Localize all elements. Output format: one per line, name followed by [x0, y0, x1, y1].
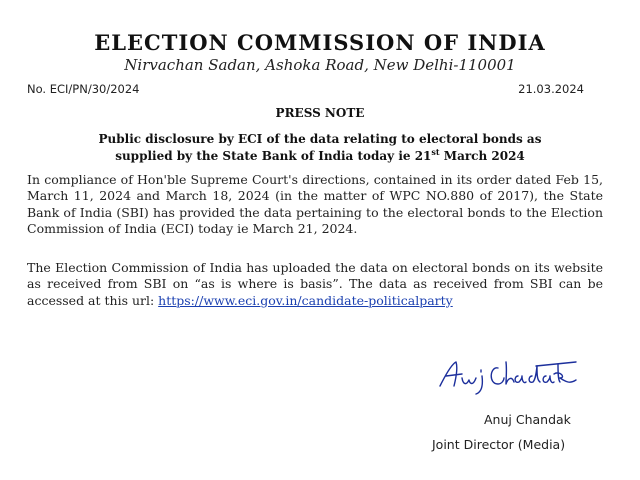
subject-line-2-prefix: supplied by the State Bank of India today ie 21: [115, 149, 432, 163]
reference-number: No. ECI/PN/30/2024: [27, 82, 140, 96]
organization-title: ELECTION COMMISSION OF INDIA: [94, 30, 546, 55]
subject-line: [40, 131, 600, 165]
body-paragraph-2-text: The Election Commission of India has uploaded the data on electoral bonds on its website as received from SBI on “as is where is basis”. The data as received from SBI can be accessed at this url:: [27, 260, 603, 308]
subject-line-1: Public disclosure by ECI of the data relating to electoral bonds as: [98, 132, 542, 146]
subject-ordinal-suffix: st: [431, 147, 440, 157]
signatory-name: Anuj Chandak: [484, 412, 571, 427]
press-note-heading: PRESS NOTE: [275, 106, 365, 120]
issue-date: 21.03.2024: [518, 82, 584, 96]
organization-address: Nirvachan Sadan, Ashoka Road, New Delhi-110001: [124, 56, 516, 74]
candidate-politicalparty-link[interactable]: https://www.eci.gov.in/candidate-politicalparty: [158, 292, 453, 308]
signatory-designation: Joint Director (Media): [432, 437, 566, 452]
subject-line-2-suffix: March 2024: [439, 149, 525, 163]
body-paragraph-1: In compliance of Hon'ble Supreme Court's directions, contained in its order dated Feb 15, March 11, 2024 and March 18, 2024 (in the matter of WPC NO.880 of 2017), the State Bank of India (SBI) has provided the data pertaining to the electoral bonds to the Election Commission of India (ECI) today ie March 21, 2024.: [27, 172, 603, 237]
signature: [436, 356, 586, 396]
body-paragraph-2: [27, 260, 603, 309]
